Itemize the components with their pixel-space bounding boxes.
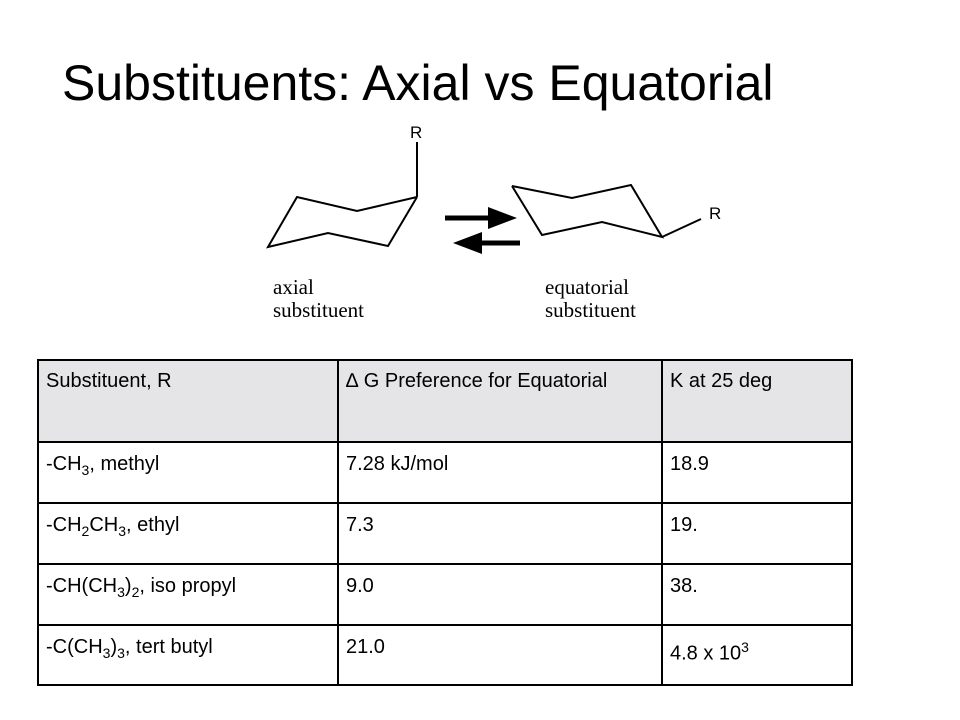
- formula-text: , iso propyl: [139, 575, 237, 597]
- table-row: [38, 564, 852, 625]
- axial-r-group: R: [410, 123, 423, 142]
- header-delta-g: [338, 360, 662, 442]
- formula-text: -CH(CH: [46, 575, 118, 597]
- equilibrium-arrows: [445, 207, 520, 254]
- axial-chair-structure: [268, 142, 417, 247]
- substituent-cell: [38, 442, 338, 503]
- delta-symbol: ∆: [346, 370, 359, 392]
- formula-text: CH: [89, 514, 119, 536]
- formula-text: , ethyl: [126, 514, 180, 536]
- axial-label-line2: substituent: [273, 298, 365, 322]
- table-row: [38, 503, 852, 564]
- header-k: K at 25 deg: [662, 360, 852, 442]
- k-cell: 38.: [662, 564, 852, 625]
- equatorial-r-group: R: [709, 204, 722, 223]
- slide-title: Substituents: Axial vs Equatorial: [62, 55, 774, 111]
- formula-subscript: 2: [81, 523, 90, 539]
- chair-equilibrium-scheme: [0, 0, 960, 340]
- table-row: [38, 442, 852, 503]
- formula-subscript: 3: [102, 645, 111, 661]
- substituent-cell: [38, 564, 338, 625]
- delta-g-cell: 9.0: [338, 564, 662, 625]
- equatorial-label-line2: substituent: [545, 298, 637, 322]
- k-mantissa: 4.8 x 10: [670, 642, 742, 665]
- delta-g-cell: 7.28 kJ/mol: [338, 442, 662, 503]
- k-cell: 18.9: [662, 442, 852, 503]
- delta-g-cell: 7.3: [338, 503, 662, 564]
- substituent-table: [37, 359, 853, 686]
- formula-subscript: 2: [131, 584, 140, 600]
- substituent-cell: [38, 503, 338, 564]
- substituent-cell: [38, 625, 338, 685]
- formula-text: -CH: [46, 453, 82, 475]
- k-exponent: 3: [741, 639, 749, 655]
- formula-text: , tert butyl: [124, 636, 213, 658]
- formula-subscript: 3: [117, 584, 125, 600]
- formula-text: ): [110, 636, 118, 658]
- formula-subscript: 3: [81, 462, 90, 478]
- formula-text: -CH: [46, 514, 82, 536]
- table-header-row: [38, 360, 852, 442]
- equatorial-chair-structure: [512, 185, 701, 237]
- formula-subscript: 3: [117, 645, 125, 661]
- k-cell: 19.: [662, 503, 852, 564]
- header-delta-g-text: G Preference for Equatorial: [358, 370, 608, 392]
- delta-g-cell: 21.0: [338, 625, 662, 685]
- formula-subscript: 3: [118, 523, 127, 539]
- k-cell: [662, 625, 852, 685]
- table-row: [38, 625, 852, 685]
- formula-text: ): [124, 575, 132, 597]
- header-substituent: Substituent, R: [38, 360, 338, 442]
- equatorial-label-line1: equatorial: [545, 275, 629, 299]
- formula-text: -C(CH: [46, 636, 103, 658]
- formula-text: , methyl: [89, 453, 160, 475]
- axial-label-line1: axial: [273, 275, 314, 299]
